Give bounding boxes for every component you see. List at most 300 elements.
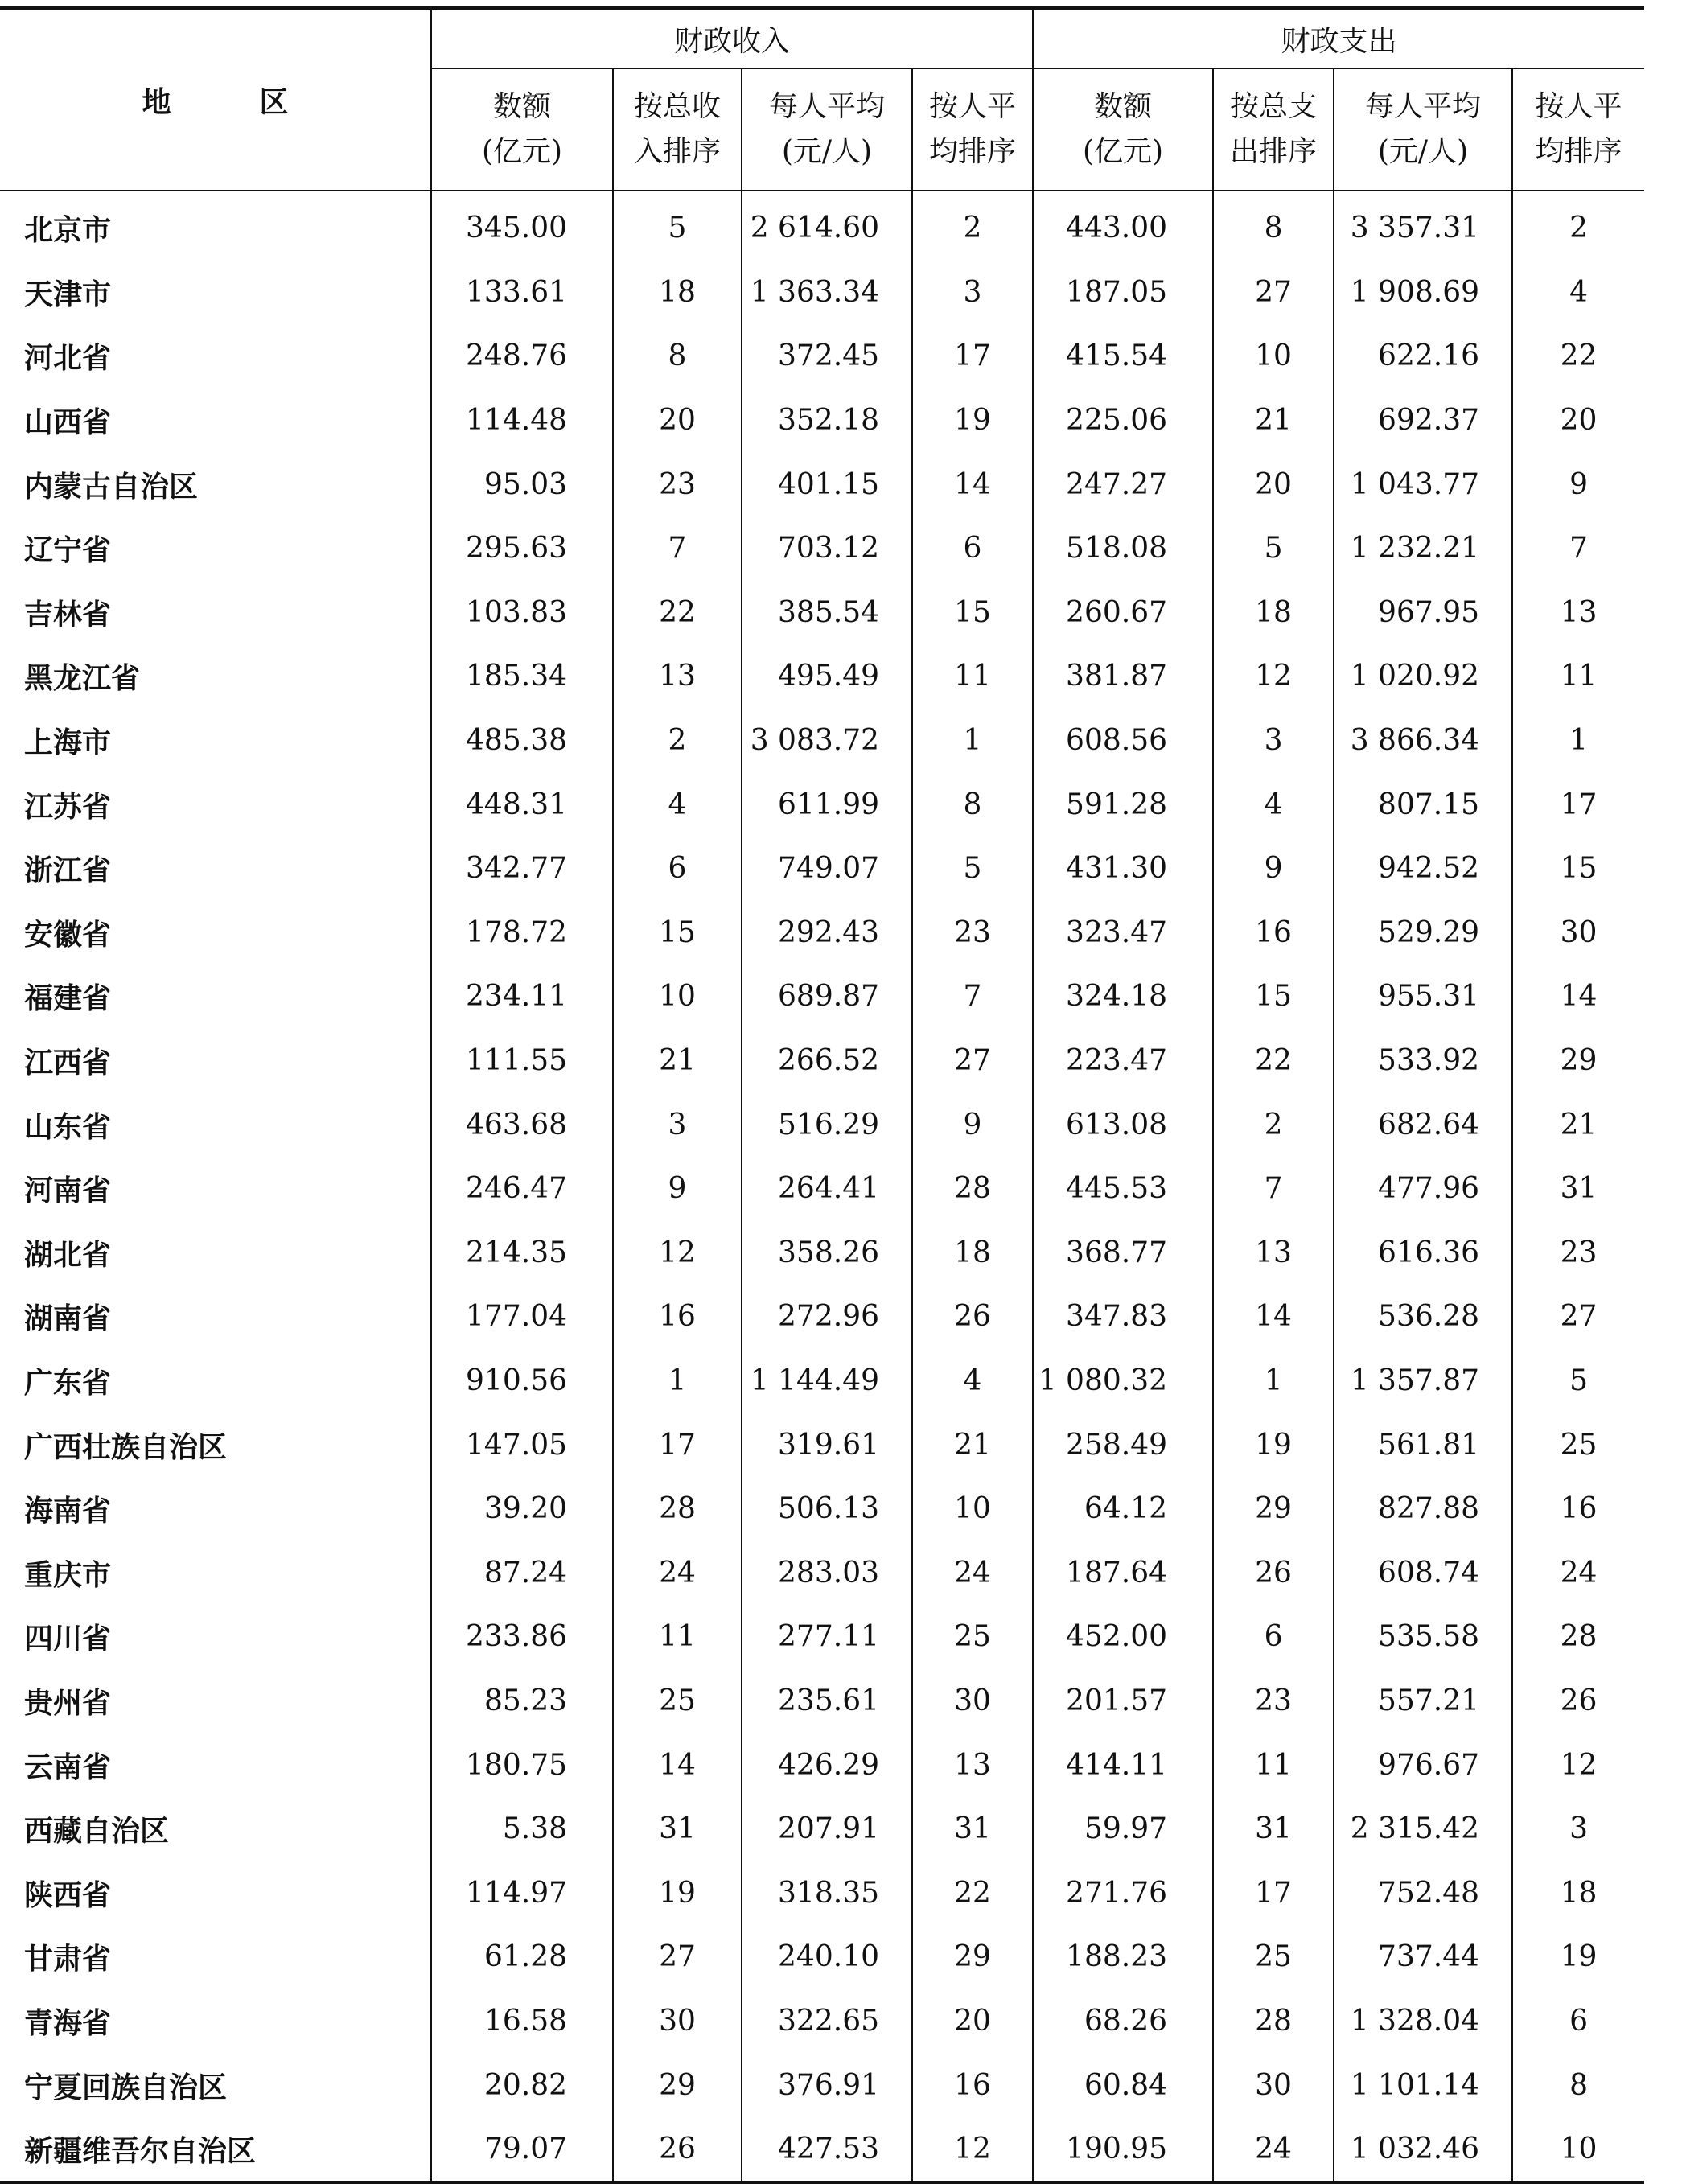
income-group-header: 财政收入 — [431, 8, 1033, 68]
expense-per-capita-cell: 692.37 — [1334, 389, 1512, 453]
income-rank-cell: 28 — [613, 1477, 742, 1541]
region-cell: 北京市 — [0, 191, 431, 261]
region-cell: 贵州省 — [0, 1669, 431, 1734]
region-cell: 上海市 — [0, 709, 431, 773]
expense-pc-rank-cell: 27 — [1560, 1300, 1598, 1334]
income-rank-cell: 22 — [613, 581, 742, 645]
expense-pc-rank-cell: 19 — [1560, 1940, 1598, 1974]
expense-amount-cell: 415.54 — [1033, 324, 1213, 389]
expense-pc-rank-cell: 25 — [1560, 1428, 1598, 1462]
expense-rank-cell: 21 — [1213, 389, 1334, 453]
income-amount-cell: 79.07 — [431, 2117, 613, 2183]
income-rank-cell: 12 — [613, 1221, 742, 1285]
income-per-capita-cell: 277.11 — [742, 1605, 912, 1669]
income-pc-rank-cell: 29 — [912, 1925, 1033, 1989]
income-amount-cell: 342.77 — [431, 837, 613, 901]
income-per-capita-cell: 495.49 — [742, 644, 912, 709]
expense-per-capita-cell: 557.21 — [1334, 1669, 1512, 1734]
expense-pc-rank-cell: 30 — [1560, 915, 1598, 949]
expense-amount-cell: 187.64 — [1033, 1540, 1213, 1605]
expense-rank-cell: 5 — [1213, 516, 1334, 581]
expense-pc-rank-cell: 1 — [1569, 724, 1588, 758]
income-rank-cell: 19 — [613, 1861, 742, 1925]
table-row — [0, 581, 1644, 645]
income-rank-cell: 14 — [613, 1733, 742, 1797]
expense-per-capita-cell: 1 328.04 — [1334, 1989, 1512, 2054]
table-row — [0, 837, 1644, 901]
income-rank-cell: 4 — [613, 772, 742, 837]
expense-rank-cell: 23 — [1213, 1669, 1334, 1734]
income-rank-cell: 3 — [613, 1092, 742, 1157]
region-cell: 浙江省 — [0, 837, 431, 901]
expense-per-capita-cell: 967.95 — [1334, 581, 1512, 645]
expense-rank-cell: 27 — [1213, 261, 1334, 325]
income-per-capita-cell: 272.96 — [742, 1285, 912, 1349]
expense-amount-cell: 443.00 — [1033, 191, 1213, 261]
table-row — [0, 1413, 1644, 1477]
expense-pc-rank-cell: 4 — [1569, 275, 1588, 309]
income-rank-cell: 17 — [613, 1413, 742, 1477]
expense-per-capita-cell: 529.29 — [1334, 901, 1512, 965]
income-per-capita-cell: 235.61 — [742, 1669, 912, 1734]
region-cell: 宁夏回族自治区 — [0, 2053, 431, 2117]
income-pc-rank-cell: 23 — [912, 901, 1033, 965]
income-per-capita-cell: 376.91 — [742, 2053, 912, 2117]
expense-pc-rank-cell: 23 — [1560, 1236, 1598, 1269]
income-per-capita-cell: 2 614.60 — [742, 191, 912, 261]
income-pc-rank-cell: 7 — [912, 964, 1033, 1029]
fiscal-table — [0, 6, 1644, 2184]
income-rank-cell: 18 — [613, 261, 742, 325]
expense-pc-rank-cell: 9 — [1569, 467, 1588, 501]
income-pc-rank-cell: 24 — [912, 1540, 1033, 1605]
region-cell: 云南省 — [0, 1733, 431, 1797]
income-pc-rank-cell: 13 — [912, 1733, 1033, 1797]
table-row — [0, 1092, 1644, 1157]
region-cell: 山东省 — [0, 1092, 431, 1157]
table-row — [0, 452, 1644, 516]
region-cell: 黑龙江省 — [0, 644, 431, 709]
expense-per-capita-cell: 942.52 — [1334, 837, 1512, 901]
expense-pc-rank-cell: 28 — [1560, 1620, 1598, 1654]
income-pc-rank-cell: 9 — [912, 1092, 1033, 1157]
region-cell: 湖北省 — [0, 1221, 431, 1285]
income-amount-cell: 111.55 — [431, 1029, 613, 1093]
region-cell: 吉林省 — [0, 581, 431, 645]
income-pc-rank-cell: 12 — [912, 2117, 1033, 2183]
expense-rank-cell: 4 — [1213, 772, 1334, 837]
expense-group-header: 财政支出 — [1033, 8, 1644, 68]
income-amount-cell: 20.82 — [431, 2053, 613, 2117]
expense-amount-cell: 445.53 — [1033, 1157, 1213, 1221]
income-amount-cell: 234.11 — [431, 964, 613, 1029]
income-rank-cell: 11 — [613, 1605, 742, 1669]
expense-pc-rank-cell: 21 — [1560, 1108, 1598, 1141]
expense-pc-rank-cell: 15 — [1560, 852, 1598, 886]
table-row — [0, 1605, 1644, 1669]
table-row — [0, 964, 1644, 1029]
income-rank-cell: 16 — [613, 1285, 742, 1349]
income-pc-rank-cell: 17 — [912, 324, 1033, 389]
income-per-capita-cell: 292.43 — [742, 901, 912, 965]
income-pc-rank-cell: 6 — [912, 516, 1033, 581]
expense-per-capita-cell: 622.16 — [1334, 324, 1512, 389]
expense-pc-rank-cell: 14 — [1560, 980, 1598, 1014]
region-header: 地区 — [0, 8, 431, 191]
income-pc-rank-cell: 4 — [912, 1349, 1033, 1413]
expense-amount-cell: 613.08 — [1033, 1092, 1213, 1157]
expense-pc-rank-cell: 24 — [1560, 1556, 1598, 1590]
region-cell: 四川省 — [0, 1605, 431, 1669]
expense-rank-cell: 3 — [1213, 709, 1334, 773]
income-amount-cell: 147.05 — [431, 1413, 613, 1477]
expense-rank-cell: 18 — [1213, 581, 1334, 645]
expense-pc-rank-cell: 8 — [1569, 2068, 1588, 2102]
expense-rank-cell: 15 — [1213, 964, 1334, 1029]
table-row — [0, 2053, 1644, 2117]
expense-pc-rank-cell: 13 — [1560, 595, 1598, 629]
table-row — [0, 261, 1644, 325]
region-cell: 广东省 — [0, 1349, 431, 1413]
expense-rank-cell: 7 — [1213, 1157, 1334, 1221]
income-amount-cell: 448.31 — [431, 772, 613, 837]
expense-pc-rank-cell: 20 — [1560, 404, 1598, 438]
expense-rank-cell: 26 — [1213, 1540, 1334, 1605]
region-cell: 天津市 — [0, 261, 431, 325]
expense-amount-cell: 431.30 — [1033, 837, 1213, 901]
income-per-capita-cell: 689.87 — [742, 964, 912, 1029]
income-pc-rank-cell: 1 — [912, 709, 1033, 773]
income-rank-cell: 7 — [613, 516, 742, 581]
income-rank-cell: 24 — [613, 1540, 742, 1605]
income-rank-cell: 2 — [613, 709, 742, 773]
table-row — [0, 2117, 1644, 2183]
income-amount-cell: 39.20 — [431, 1477, 613, 1541]
income-rank-cell: 26 — [613, 2117, 742, 2183]
expense-amount-cell: 68.26 — [1033, 1989, 1213, 2054]
income-per-capita-cell: 1 363.34 — [742, 261, 912, 325]
expense-pc-rank-header: 按人平 均排序 — [1512, 68, 1644, 191]
region-cell: 陕西省 — [0, 1861, 431, 1925]
expense-pc-rank-cell: 11 — [1560, 660, 1598, 693]
income-amount-cell: 910.56 — [431, 1349, 613, 1413]
income-pc-rank-cell: 22 — [912, 1861, 1033, 1925]
expense-rank-cell: 14 — [1213, 1285, 1334, 1349]
income-per-capita-cell: 322.65 — [742, 1989, 912, 2054]
income-per-capita-cell: 264.41 — [742, 1157, 912, 1221]
table-row — [0, 1285, 1644, 1349]
income-pc-rank-cell: 30 — [912, 1669, 1033, 1734]
expense-pc-rank-cell: 6 — [1569, 2004, 1588, 2038]
expense-rank-cell: 8 — [1213, 191, 1334, 261]
income-pc-rank-cell: 16 — [912, 2053, 1033, 2117]
expense-per-capita-cell: 1 232.21 — [1334, 516, 1512, 581]
table-row — [0, 772, 1644, 837]
expense-per-capita-header: 每人平均 (元/人) — [1334, 68, 1512, 191]
expense-per-capita-cell: 3 357.31 — [1334, 191, 1512, 261]
region-cell: 山西省 — [0, 389, 431, 453]
table-row — [0, 1989, 1644, 2054]
expense-per-capita-cell: 535.58 — [1334, 1605, 1512, 1669]
expense-amount-cell: 1 080.32 — [1033, 1349, 1213, 1413]
income-pc-rank-cell: 11 — [912, 644, 1033, 709]
table-body — [0, 191, 1644, 2182]
expense-per-capita-cell: 561.81 — [1334, 1413, 1512, 1477]
expense-rank-cell: 10 — [1213, 324, 1334, 389]
income-pc-rank-cell: 2 — [912, 191, 1033, 261]
income-amount-cell: 61.28 — [431, 1925, 613, 1989]
expense-rank-cell: 13 — [1213, 1221, 1334, 1285]
income-rank-header: 按总收 入排序 — [613, 68, 742, 191]
expense-pc-rank-cell: 18 — [1560, 1876, 1598, 1910]
expense-per-capita-cell: 533.92 — [1334, 1029, 1512, 1093]
expense-pc-rank-cell: 3 — [1569, 1812, 1588, 1846]
income-per-capita-cell: 318.35 — [742, 1861, 912, 1925]
income-per-capita-cell: 358.26 — [742, 1221, 912, 1285]
income-amount-cell: 16.58 — [431, 1989, 613, 2054]
table-row — [0, 1797, 1644, 1861]
expense-rank-cell: 20 — [1213, 452, 1334, 516]
expense-amount-cell: 247.27 — [1033, 452, 1213, 516]
expense-rank-cell: 12 — [1213, 644, 1334, 709]
region-cell: 西藏自治区 — [0, 1797, 431, 1861]
expense-amount-cell: 59.97 — [1033, 1797, 1213, 1861]
table-row — [0, 1477, 1644, 1541]
expense-amount-cell: 258.49 — [1033, 1413, 1213, 1477]
income-pc-rank-cell: 8 — [912, 772, 1033, 837]
expense-amount-cell: 188.23 — [1033, 1925, 1213, 1989]
income-amount-cell: 95.03 — [431, 452, 613, 516]
expense-per-capita-cell: 477.96 — [1334, 1157, 1512, 1221]
income-amount-cell: 178.72 — [431, 901, 613, 965]
expense-per-capita-cell: 682.64 — [1334, 1092, 1512, 1157]
table-row — [0, 644, 1644, 709]
income-amount-cell: 463.68 — [431, 1092, 613, 1157]
income-pc-rank-cell: 14 — [912, 452, 1033, 516]
expense-rank-cell: 24 — [1213, 2117, 1334, 2183]
region-cell: 江苏省 — [0, 772, 431, 837]
income-per-capita-cell: 3 083.72 — [742, 709, 912, 773]
income-pc-rank-cell: 15 — [912, 581, 1033, 645]
income-per-capita-cell: 703.12 — [742, 516, 912, 581]
expense-amount-cell: 260.67 — [1033, 581, 1213, 645]
income-per-capita-header: 每人平均 (元/人) — [742, 68, 912, 191]
expense-rank-cell: 25 — [1213, 1925, 1334, 1989]
table-row — [0, 1861, 1644, 1925]
income-rank-cell: 20 — [613, 389, 742, 453]
region-cell: 江西省 — [0, 1029, 431, 1093]
region-cell: 海南省 — [0, 1477, 431, 1541]
expense-amount-cell: 381.87 — [1033, 644, 1213, 709]
income-amount-cell: 233.86 — [431, 1605, 613, 1669]
expense-rank-cell: 2 — [1213, 1092, 1334, 1157]
income-pc-rank-cell: 20 — [912, 1989, 1033, 2054]
income-per-capita-cell: 516.29 — [742, 1092, 912, 1157]
region-cell: 河北省 — [0, 324, 431, 389]
income-pc-rank-header: 按人平 均排序 — [912, 68, 1033, 191]
income-per-capita-cell: 385.54 — [742, 581, 912, 645]
income-pc-rank-cell: 27 — [912, 1029, 1033, 1093]
income-per-capita-cell: 749.07 — [742, 837, 912, 901]
income-per-capita-cell: 283.03 — [742, 1540, 912, 1605]
expense-per-capita-cell: 536.28 — [1334, 1285, 1512, 1349]
table-row — [0, 1029, 1644, 1093]
income-amount-cell: 114.97 — [431, 1861, 613, 1925]
expense-pc-rank-cell: 17 — [1560, 788, 1598, 821]
table-row — [0, 389, 1644, 453]
income-per-capita-cell: 319.61 — [742, 1413, 912, 1477]
region-cell: 重庆市 — [0, 1540, 431, 1605]
income-per-capita-cell: 506.13 — [742, 1477, 912, 1541]
income-rank-cell: 23 — [613, 452, 742, 516]
table-row — [0, 1540, 1644, 1605]
income-rank-cell: 15 — [613, 901, 742, 965]
expense-per-capita-cell: 2 315.42 — [1334, 1797, 1512, 1861]
expense-per-capita-cell: 3 866.34 — [1334, 709, 1512, 773]
expense-per-capita-cell: 1 020.92 — [1334, 644, 1512, 709]
expense-amount-cell: 323.47 — [1033, 901, 1213, 965]
income-pc-rank-cell: 28 — [912, 1157, 1033, 1221]
expense-amount-cell: 187.05 — [1033, 261, 1213, 325]
expense-per-capita-cell: 737.44 — [1334, 1925, 1512, 1989]
expense-rank-cell: 16 — [1213, 901, 1334, 965]
expense-rank-cell: 31 — [1213, 1797, 1334, 1861]
expense-amount-header: 数额 (亿元) — [1033, 68, 1213, 191]
expense-pc-rank-cell: 26 — [1560, 1684, 1598, 1717]
table-row — [0, 1221, 1644, 1285]
income-amount-cell: 295.63 — [431, 516, 613, 581]
income-amount-cell: 114.48 — [431, 389, 613, 453]
expense-rank-cell: 28 — [1213, 1989, 1334, 2054]
expense-per-capita-cell: 1 101.14 — [1334, 2053, 1512, 2117]
income-per-capita-cell: 1 144.49 — [742, 1349, 912, 1413]
expense-amount-cell: 518.08 — [1033, 516, 1213, 581]
table-row — [0, 1733, 1644, 1797]
income-per-capita-cell: 240.10 — [742, 1925, 912, 1989]
expense-per-capita-cell: 1 908.69 — [1334, 261, 1512, 325]
expense-rank-cell: 11 — [1213, 1733, 1334, 1797]
expense-rank-cell: 30 — [1213, 2053, 1334, 2117]
table-row — [0, 1925, 1644, 1989]
expense-amount-cell: 190.95 — [1033, 2117, 1213, 2183]
income-pc-rank-cell: 10 — [912, 1477, 1033, 1541]
income-per-capita-cell: 611.99 — [742, 772, 912, 837]
income-amount-cell: 180.75 — [431, 1733, 613, 1797]
income-per-capita-cell: 352.18 — [742, 389, 912, 453]
income-pc-rank-cell: 26 — [912, 1285, 1033, 1349]
expense-rank-header: 按总支 出排序 — [1213, 68, 1334, 191]
expense-amount-cell: 223.47 — [1033, 1029, 1213, 1093]
income-amount-cell: 103.83 — [431, 581, 613, 645]
income-amount-cell: 177.04 — [431, 1285, 613, 1349]
expense-per-capita-cell: 1 032.46 — [1334, 2117, 1512, 2183]
expense-rank-cell: 29 — [1213, 1477, 1334, 1541]
income-rank-cell: 29 — [613, 2053, 742, 2117]
table-row — [0, 1349, 1644, 1413]
income-per-capita-cell: 427.53 — [742, 2117, 912, 2183]
table-row — [0, 1669, 1644, 1734]
income-rank-cell: 10 — [613, 964, 742, 1029]
table-row — [0, 1157, 1644, 1221]
income-rank-cell: 13 — [613, 644, 742, 709]
expense-amount-cell: 608.56 — [1033, 709, 1213, 773]
income-pc-rank-cell: 18 — [912, 1221, 1033, 1285]
income-rank-cell: 31 — [613, 1797, 742, 1861]
income-rank-cell: 8 — [613, 324, 742, 389]
income-amount-cell: 133.61 — [431, 261, 613, 325]
income-amount-cell: 87.24 — [431, 1540, 613, 1605]
expense-amount-cell: 60.84 — [1033, 2053, 1213, 2117]
region-cell: 安徽省 — [0, 901, 431, 965]
income-pc-rank-cell: 31 — [912, 1797, 1033, 1861]
income-per-capita-cell: 426.29 — [742, 1733, 912, 1797]
region-cell: 甘肃省 — [0, 1925, 431, 1989]
income-per-capita-cell: 207.91 — [742, 1797, 912, 1861]
expense-per-capita-cell: 608.74 — [1334, 1540, 1512, 1605]
expense-per-capita-cell: 1 357.87 — [1334, 1349, 1512, 1413]
expense-amount-cell: 64.12 — [1033, 1477, 1213, 1541]
expense-amount-cell: 271.76 — [1033, 1861, 1213, 1925]
expense-amount-cell: 368.77 — [1033, 1221, 1213, 1285]
expense-pc-rank-cell: 10 — [1512, 2117, 1644, 2183]
expense-amount-cell: 225.06 — [1033, 389, 1213, 453]
expense-amount-cell: 347.83 — [1033, 1285, 1213, 1349]
expense-per-capita-cell: 752.48 — [1334, 1861, 1512, 1925]
table-row — [0, 516, 1644, 581]
region-cell: 湖南省 — [0, 1285, 431, 1349]
income-rank-cell: 9 — [613, 1157, 742, 1221]
income-amount-cell: 85.23 — [431, 1669, 613, 1734]
income-amount-cell: 485.38 — [431, 709, 613, 773]
expense-per-capita-cell: 1 043.77 — [1334, 452, 1512, 516]
income-rank-cell: 6 — [613, 837, 742, 901]
table-row — [0, 191, 1644, 261]
table-row — [0, 901, 1644, 965]
table-header — [0, 8, 1644, 191]
income-amount-cell: 214.35 — [431, 1221, 613, 1285]
expense-pc-rank-cell: 2 — [1569, 212, 1588, 245]
income-amount-cell: 246.47 — [431, 1157, 613, 1221]
income-pc-rank-cell: 3 — [912, 261, 1033, 325]
expense-amount-cell: 452.00 — [1033, 1605, 1213, 1669]
income-amount-cell: 345.00 — [431, 191, 613, 261]
expense-pc-rank-cell: 16 — [1560, 1492, 1598, 1526]
income-pc-rank-cell: 5 — [912, 837, 1033, 901]
income-per-capita-cell: 266.52 — [742, 1029, 912, 1093]
region-cell: 广西壮族自治区 — [0, 1413, 431, 1477]
income-rank-cell: 27 — [613, 1925, 742, 1989]
expense-rank-cell: 6 — [1213, 1605, 1334, 1669]
income-pc-rank-cell: 21 — [912, 1413, 1033, 1477]
expense-pc-rank-cell: 7 — [1569, 532, 1588, 566]
expense-pc-rank-cell: 29 — [1560, 1044, 1598, 1078]
expense-rank-cell: 9 — [1213, 837, 1334, 901]
expense-rank-cell: 19 — [1213, 1413, 1334, 1477]
expense-rank-cell: 22 — [1213, 1029, 1334, 1093]
expense-amount-cell: 201.57 — [1033, 1669, 1213, 1734]
region-cell: 新疆维吾尔自治区 — [0, 2117, 431, 2183]
income-amount-cell: 5.38 — [431, 1797, 613, 1861]
expense-pc-rank-cell: 5 — [1569, 1363, 1588, 1397]
expense-amount-cell: 591.28 — [1033, 772, 1213, 837]
region-cell: 河南省 — [0, 1157, 431, 1221]
expense-rank-cell: 17 — [1213, 1861, 1334, 1925]
region-cell: 福建省 — [0, 964, 431, 1029]
region-cell: 辽宁省 — [0, 516, 431, 581]
expense-per-capita-cell: 616.36 — [1334, 1221, 1512, 1285]
income-amount-cell: 185.34 — [431, 644, 613, 709]
expense-rank-cell: 1 — [1213, 1349, 1334, 1413]
